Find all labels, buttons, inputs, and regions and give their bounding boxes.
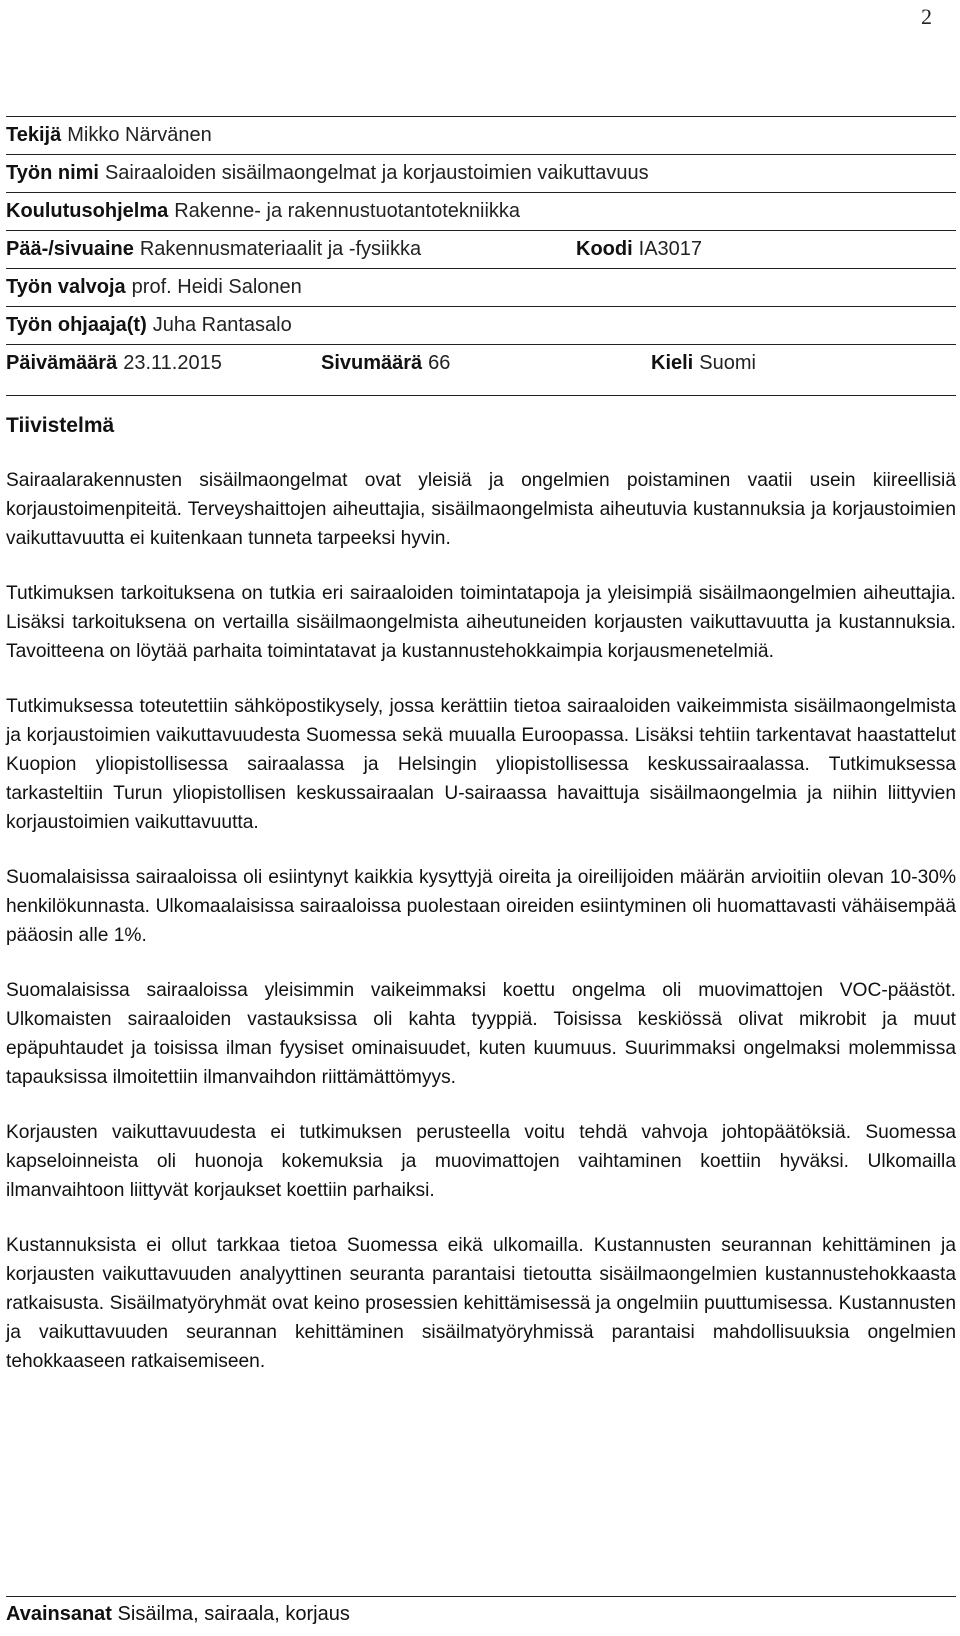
- title-value: Sairaaloiden sisäilmaongelmat ja korjaustoimien vaikuttavuus: [104, 162, 649, 184]
- pages-label: Sivumäärä: [321, 352, 423, 374]
- code-value: IA3017: [638, 238, 703, 260]
- advisor-label: Työn ohjaaja(t): [6, 314, 147, 336]
- date-value: 23.11.2015: [123, 352, 222, 374]
- author-value: Mikko Närvänen: [67, 124, 212, 146]
- abstract-heading: Tiivistelmä: [6, 414, 115, 437]
- abstract-section: [6, 395, 956, 1402]
- title-label: Työn nimi: [6, 162, 99, 184]
- meta-row-program: [6, 192, 956, 230]
- thesis-metadata: [6, 116, 956, 382]
- abstract-paragraph: Sairaalarakennusten sisäilmaongelmat ovat yleisiä ja ongelmien poistaminen vaatii usein kiireellisiä korjaustoimenpiteitä. Terveyshaittojen aiheuttajia, sisäilmaongelmista aiheutuvia kustannuksia ja korjaustoimien vaikuttavuutta ei kuitenkaan tunneta tarpeeksi hyvin.: [6, 470, 956, 549]
- author-label: Tekijä: [6, 124, 62, 146]
- keywords-row: [6, 1596, 956, 1626]
- abstract-paragraph: Kustannuksista ei ollut tarkkaa tietoa Suomessa eikä ulkomailla. Kustannusten seurannan kehittäminen ja korjausten vaikuttavuuden analyyttinen seuranta parantaisi tietoutta sisäilmaongelmien kustannustehokkaasta ratkaisusta. Sisäilmatyöryhmät ovat keino prosessien kehittämisessä ja ongelmiin puuttumisessa. Kustannusten ja vaikuttavuuden seurannan kehittäminen sisäilmatyöryhmissä parantaisi mahdollisuuksia ongelmien tehokkaaseen ratkaisemiseen.: [6, 1235, 956, 1372]
- subject-label: Pää-/sivuaine: [6, 238, 134, 260]
- abstract-paragraph: Tutkimuksen tarkoituksena on tutkia eri sairaaloiden toimintatapoja ja yleisimpiä sisäilmaongelmien aiheuttajia. Lisäksi tarkoituksena on vertailla sisäilmaongelmista aiheutuneiden korjausten vaikuttavuutta ja kustannuksia. Tavoitteena on löytää parhaita toimintatavat ja kustannustehokkaimpia korjausmenetelmiä.: [6, 583, 956, 662]
- abstract-paragraph: Tutkimuksessa toteutettiin sähköpostikysely, jossa kerättiin tietoa sairaaloiden vaikeimmista sisäilmaongelmista ja korjaustoimien vaikuttavuudesta Suomessa sekä muualla Euroopassa. Lisäksi tehtiin tarkentavat haastattelut Kuopion yliopistollisessa sairaalassa ja Helsingin yliopistollisessa keskussairaalassa. Tutkimuksessa tarkasteltiin Turun yliopistollisen keskussairaalan U-sairaassa havaittuja sisäilmaongelmia ja niihin liittyvien korjaustoimien vaikuttavuutta.: [6, 696, 956, 833]
- advisor-value: Juha Rantasalo: [152, 314, 292, 336]
- abstract-paragraph: Suomalaisissa sairaaloissa oli esiintynyt kaikkia kysyttyjä oireita ja oireilijoiden määrän arvioitiin olevan 10-30% henkilökunnasta. Ulkomaalaisissa sairaaloissa puolestaan oireiden esiintyminen oli huomattavasti vähäisempää pääosin alle 1%.: [6, 867, 956, 946]
- abstract-paragraph: Suomalaisissa sairaaloissa yleisimmin vaikeimmaksi koettu ongelma oli muovimattojen VOC-päästöt. Ulkomaisten sairaaloiden vastauksissa oli kahta tyyppiä. Toisissa keskiössä olivat mikrobit ja muut epäpuhtaudet ja toisissa ilman fyysiset ominaisuudet, kuten kuumuus. Suurimmaksi ongelmaksi molemmissa tapauksissa ilmoitettiin ilmanvaihdon riittämättömyys.: [6, 980, 956, 1088]
- language-value: Suomi: [699, 352, 756, 374]
- code-label: Koodi: [576, 238, 633, 260]
- meta-row-author: [6, 116, 956, 154]
- date-label: Päivämäärä: [6, 352, 118, 374]
- meta-row-date: [6, 344, 956, 382]
- program-value: Rakenne- ja rakennustuotantotekniikka: [174, 200, 521, 222]
- keywords-value: Sisäilma, sairaala, korjaus: [117, 1603, 350, 1625]
- meta-row-subject: [6, 230, 956, 268]
- meta-row-advisor: [6, 306, 956, 344]
- subject-value: Rakennusmateriaalit ja -fysiikka: [139, 238, 422, 260]
- page-number: 2: [921, 4, 932, 29]
- supervisor-value: prof. Heidi Salonen: [131, 276, 302, 298]
- language-label: Kieli: [651, 352, 694, 374]
- program-label: Koulutusohjelma: [6, 200, 169, 222]
- meta-row-title: [6, 154, 956, 192]
- pages-value: 66: [428, 352, 451, 374]
- meta-row-supervisor: [6, 268, 956, 306]
- supervisor-label: Työn valvoja: [6, 276, 126, 298]
- keywords-label: Avainsanat: [6, 1603, 112, 1625]
- abstract-paragraph: Korjausten vaikuttavuudesta ei tutkimuksen perusteella voitu tehdä vahvoja johtopäätöksiä. Suomessa kapseloinneista oli huonoja kokemuksia ja muovimattojen vaihtaminen koettiin hyväksi. Ulkomailla ilmanvaihtoon liittyvät korjaukset koettiin parhaiksi.: [6, 1122, 956, 1201]
